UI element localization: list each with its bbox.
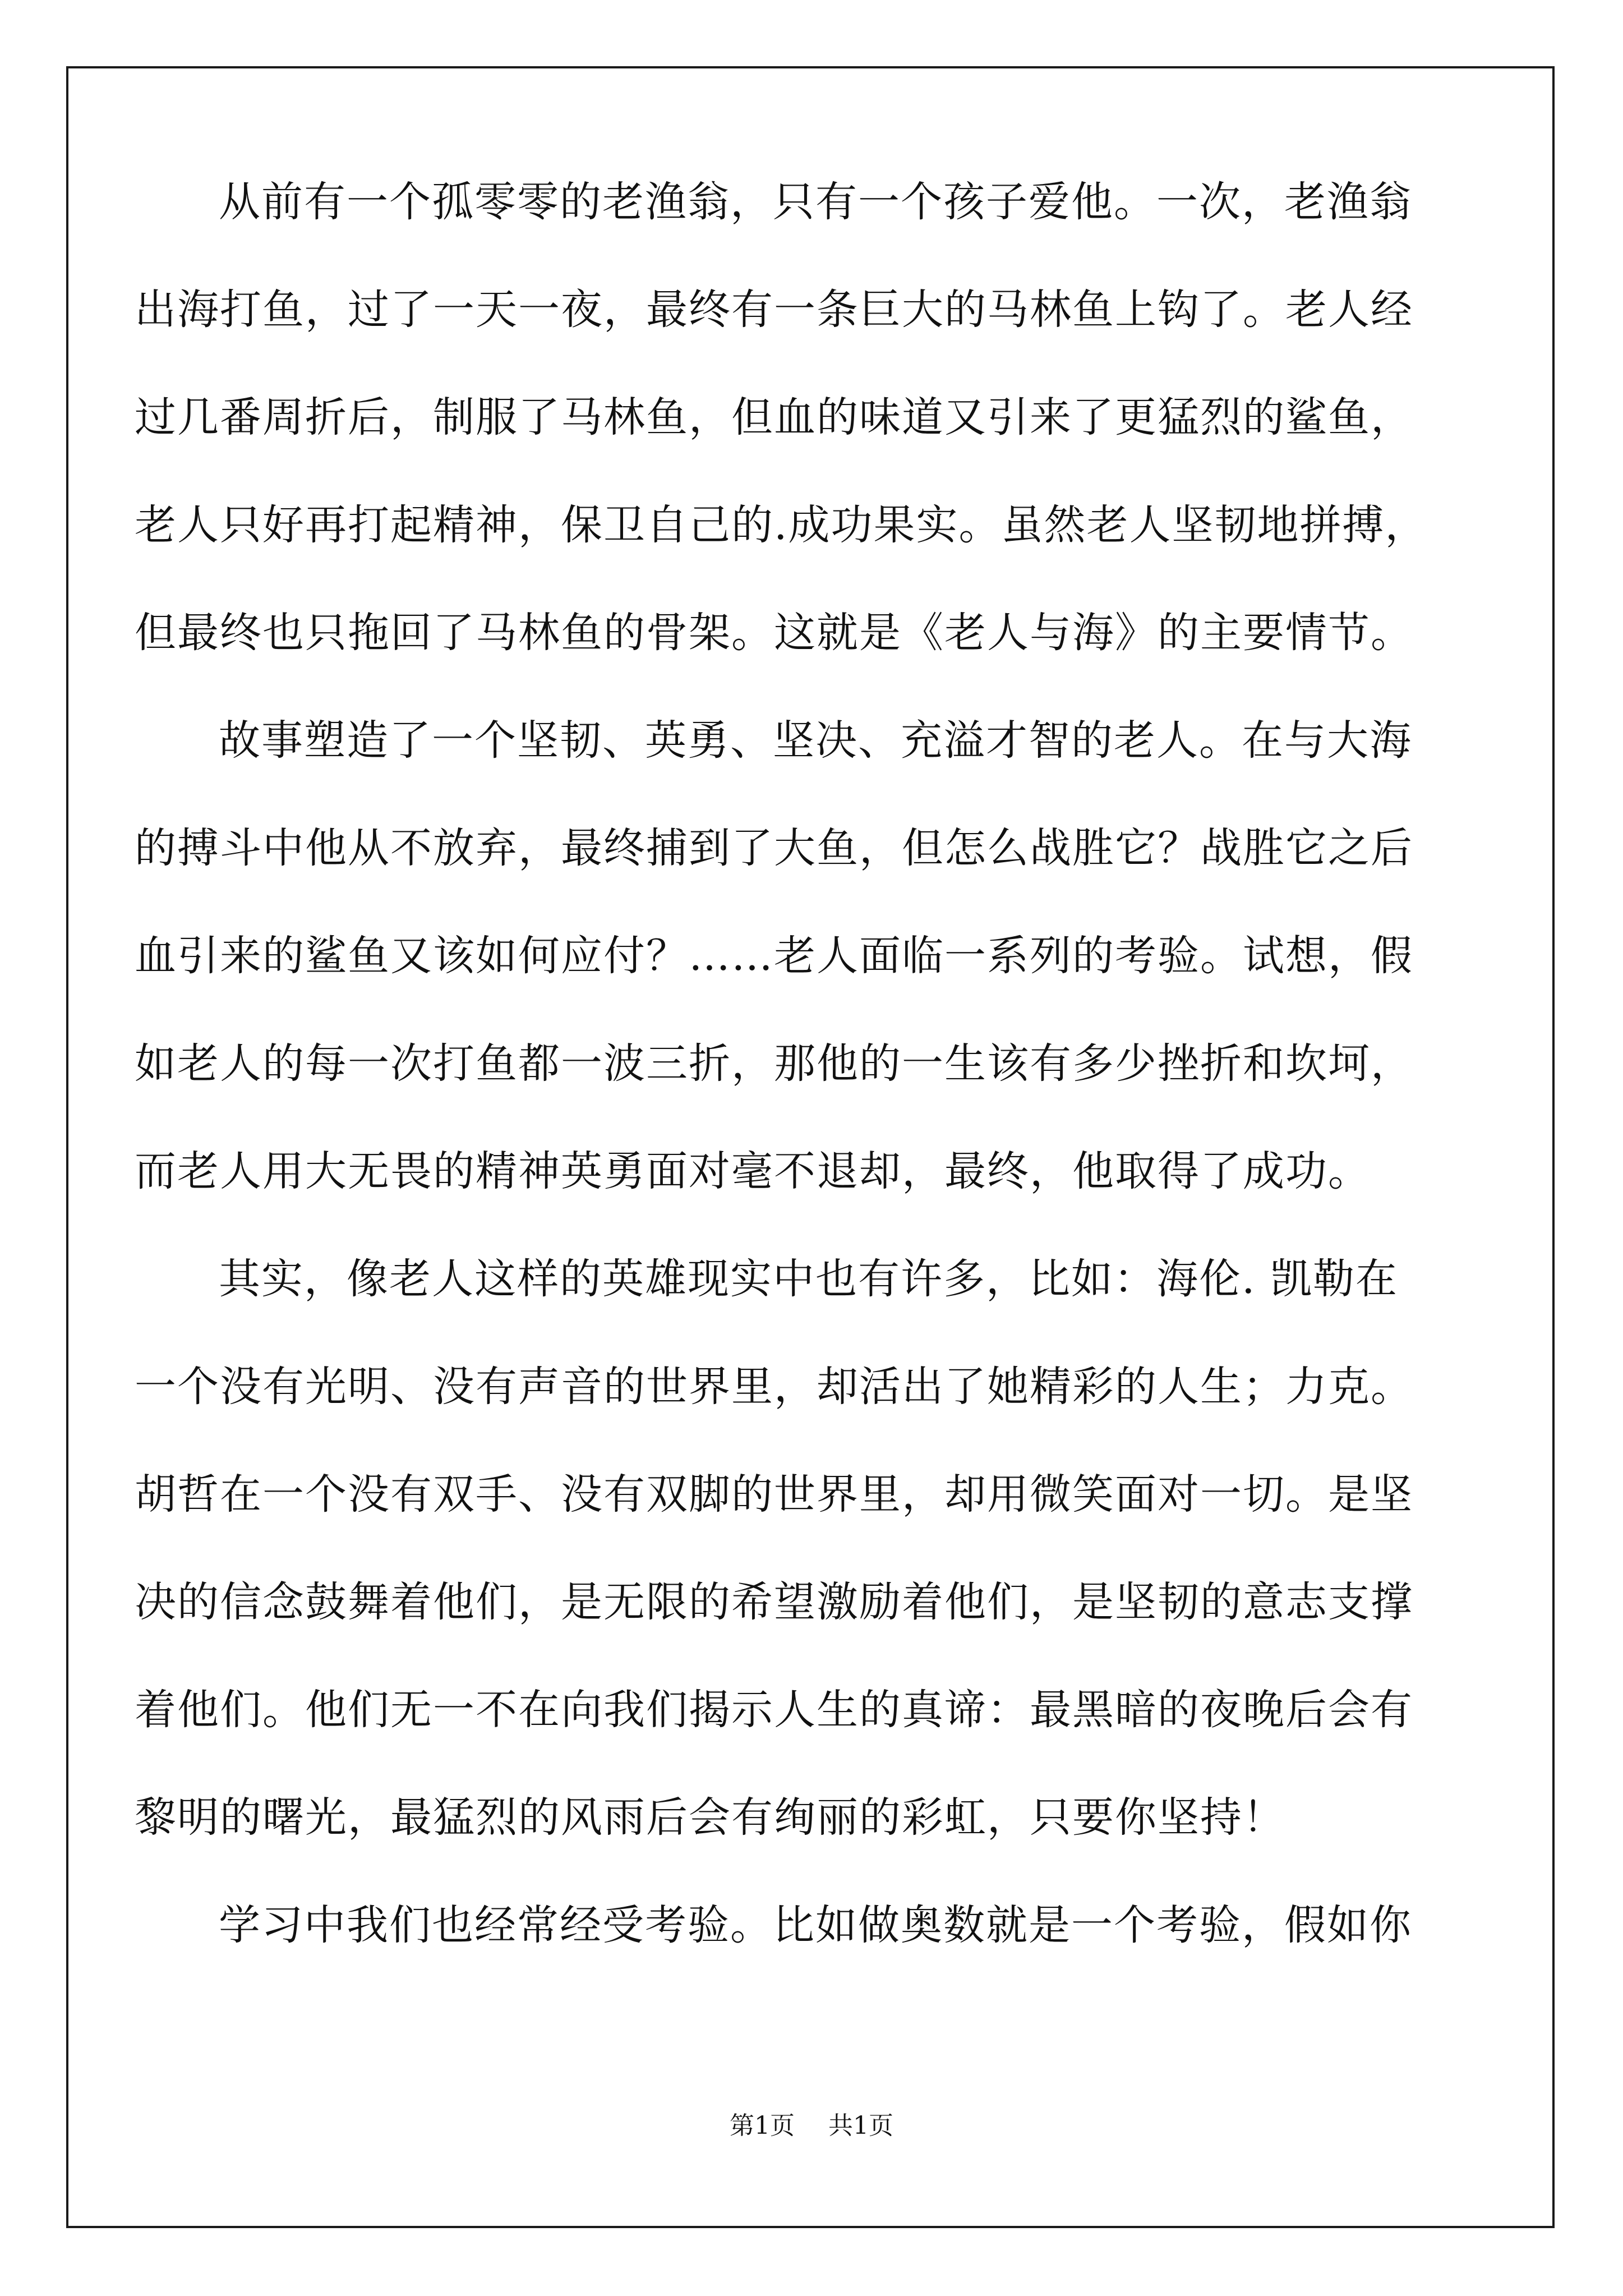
paragraph-2-line-1: 故事塑造了一个坚韧、英勇、坚决、充溢才智的老人。在与大海 bbox=[219, 716, 1412, 765]
page-footer bbox=[0, 2109, 1623, 2143]
paragraph-3-line-3: 胡哲在一个没有双手、没有双脚的世界里，却用微笑面对一切。是坚 bbox=[135, 1470, 1413, 1519]
paragraph-3-line-4: 决的信念鼓舞着他们，是无限的希望激励着他们，是坚韧的意志支撑 bbox=[135, 1578, 1413, 1626]
paragraph-1-line-2: 出海打鱼，过了一天一夜，最终有一条巨大的马林鱼上钩了。老人经 bbox=[135, 286, 1413, 334]
paragraph-2-line-2: 的搏斗中他从不放弃，最终捕到了大鱼，但怎么战胜它？战胜它之后 bbox=[135, 824, 1413, 872]
paragraph-2-line-5: 而老人用大无畏的精神英勇面对毫不退却，最终，他取得了成功。 bbox=[135, 1147, 1371, 1195]
page-number-current: 第1页 bbox=[730, 2111, 795, 2140]
paragraph-3-line-1: 其实，像老人这样的英雄现实中也有许多，比如：海伦. 凯勒在 bbox=[219, 1255, 1399, 1303]
paragraph-2-line-4: 如老人的每一次打鱼都一波三折，那他的一生该有多少挫折和坎坷， bbox=[135, 1039, 1413, 1088]
paragraph-1-line-3: 过几番周折后，制服了马林鱼，但血的味道又引来了更猛烈的鲨鱼， bbox=[135, 393, 1413, 441]
paragraph-3-line-6: 黎明的曙光，最猛烈的风雨后会有绚丽的彩虹，只要你坚持！ bbox=[135, 1793, 1285, 1842]
paragraph-3-line-2: 一个没有光明、没有声音的世界里，却活出了她精彩的人生；力克。 bbox=[135, 1363, 1413, 1411]
paragraph-4-line-1: 学习中我们也经常经受考验。比如做奥数就是一个考验，假如你 bbox=[219, 1901, 1412, 1949]
paragraph-1-line-5: 但最终也只拖回了马林鱼的骨架。这就是《老人与海》的主要情节。 bbox=[135, 609, 1413, 657]
paragraph-3-line-5: 着他们。他们无一不在向我们揭示人生的真谛：最黑暗的夜晚后会有 bbox=[135, 1686, 1413, 1734]
paragraph-1-line-1: 从前有一个孤零零的老渔翁，只有一个孩子爱他。一次，老渔翁 bbox=[219, 178, 1412, 226]
page-number-total: 共1页 bbox=[828, 2111, 893, 2140]
paragraph-2-line-3: 血引来的鲨鱼又该如何应付？……老人面临一系列的考验。试想，假 bbox=[135, 932, 1413, 980]
paragraph-1-line-4: 老人只好再打起精神，保卫自己的.成功果实。虽然老人坚韧地拼搏， bbox=[135, 501, 1428, 549]
